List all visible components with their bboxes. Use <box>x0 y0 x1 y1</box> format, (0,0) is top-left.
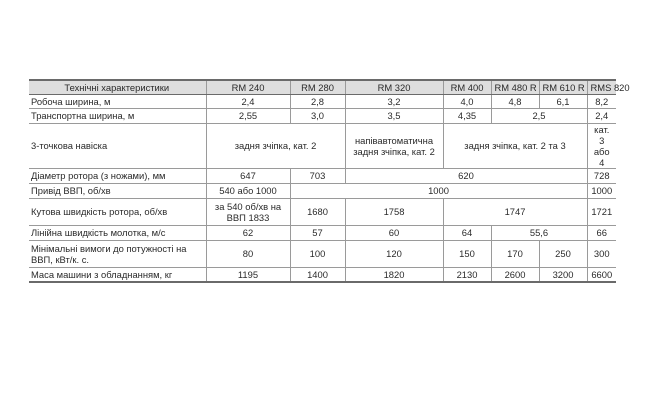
table-row <box>29 183 616 198</box>
header-cell: RMS 820 <box>587 80 616 94</box>
table-cell: 250 <box>539 240 587 267</box>
table-cell: 3,5 <box>345 108 443 123</box>
table-cell: кат. 3 або 4 <box>587 123 616 168</box>
table-cell: 2,5 <box>491 108 587 123</box>
table-cell: 6,1 <box>539 94 587 108</box>
table-cell: 2,8 <box>290 94 345 108</box>
table-row <box>29 168 616 183</box>
table-cell: 620 <box>345 168 587 183</box>
table-row <box>29 198 616 225</box>
table-cell: 8,2 <box>587 94 616 108</box>
spec-table-container <box>29 79 630 283</box>
table-row <box>29 267 616 282</box>
table-cell: 1747 <box>443 198 587 225</box>
table-cell: 62 <box>206 225 290 240</box>
table-cell: 1820 <box>345 267 443 282</box>
table-cell: 55,6 <box>491 225 587 240</box>
table-cell: 1000 <box>587 183 616 198</box>
header-cell: RM 240 <box>206 80 290 94</box>
table-cell: 120 <box>345 240 443 267</box>
table-row <box>29 123 616 168</box>
row-label: Лінійна швидкість молотка, м/с <box>29 225 206 240</box>
table-cell: задня зчіпка, кат. 2 <box>206 123 345 168</box>
header-cell: RM 320 <box>345 80 443 94</box>
table-cell: 3200 <box>539 267 587 282</box>
table-cell: 1400 <box>290 267 345 282</box>
table-cell: 100 <box>290 240 345 267</box>
table-cell: 1000 <box>290 183 587 198</box>
table-cell: 540 або 1000 <box>206 183 290 198</box>
table-cell: 3,0 <box>290 108 345 123</box>
table-cell: за 540 об/хв на ВВП 1833 <box>206 198 290 225</box>
header-cell: RM 280 <box>290 80 345 94</box>
table-cell: 4,8 <box>491 94 539 108</box>
table-row <box>29 240 616 267</box>
table-cell: 57 <box>290 225 345 240</box>
table-cell: 6600 <box>587 267 616 282</box>
table-cell: 1195 <box>206 267 290 282</box>
table-cell: 2,4 <box>587 108 616 123</box>
header-cell: RM 400 <box>443 80 491 94</box>
table-row <box>29 94 616 108</box>
table-cell: 300 <box>587 240 616 267</box>
table-cell: 647 <box>206 168 290 183</box>
row-label: Кутова швидкість ротора, об/хв <box>29 198 206 225</box>
row-label: Мінімальні вимоги до потужності на ВВП, кВт/к. с. <box>29 240 206 267</box>
row-label: Привід ВВП, об/хв <box>29 183 206 198</box>
table-row <box>29 108 616 123</box>
row-label: Робоча ширина, м <box>29 94 206 108</box>
table-cell: 170 <box>491 240 539 267</box>
header-cell: Технічні характеристики <box>29 80 206 94</box>
table-cell: задня зчіпка, кат. 2 та 3 <box>443 123 587 168</box>
table-cell: 1721 <box>587 198 616 225</box>
table-cell: 3,2 <box>345 94 443 108</box>
table-cell: 1680 <box>290 198 345 225</box>
spec-table <box>29 79 630 283</box>
table-cell: 2600 <box>491 267 539 282</box>
table-cell: 2130 <box>443 267 491 282</box>
row-label: 3-точкова навіска <box>29 123 206 168</box>
table-cell: 1758 <box>345 198 443 225</box>
table-cell: 2,55 <box>206 108 290 123</box>
table-cell: 66 <box>587 225 616 240</box>
header-row <box>29 80 616 94</box>
table-cell: 80 <box>206 240 290 267</box>
row-label: Маса машини з обладнанням, кг <box>29 267 206 282</box>
table-cell: 2,4 <box>206 94 290 108</box>
table-cell: 64 <box>443 225 491 240</box>
row-label: Діаметр ротора (з ножами), мм <box>29 168 206 183</box>
table-cell: 4,0 <box>443 94 491 108</box>
table-cell: 60 <box>345 225 443 240</box>
row-label: Транспортна ширина, м <box>29 108 206 123</box>
table-cell: 703 <box>290 168 345 183</box>
table-cell: 150 <box>443 240 491 267</box>
header-cell: RM 480 R <box>491 80 539 94</box>
table-cell: напівавтоматична задня зчіпка, кат. 2 <box>345 123 443 168</box>
table-row <box>29 225 616 240</box>
table-cell: 4,35 <box>443 108 491 123</box>
table-cell: 728 <box>587 168 616 183</box>
header-cell: RM 610 R <box>539 80 587 94</box>
